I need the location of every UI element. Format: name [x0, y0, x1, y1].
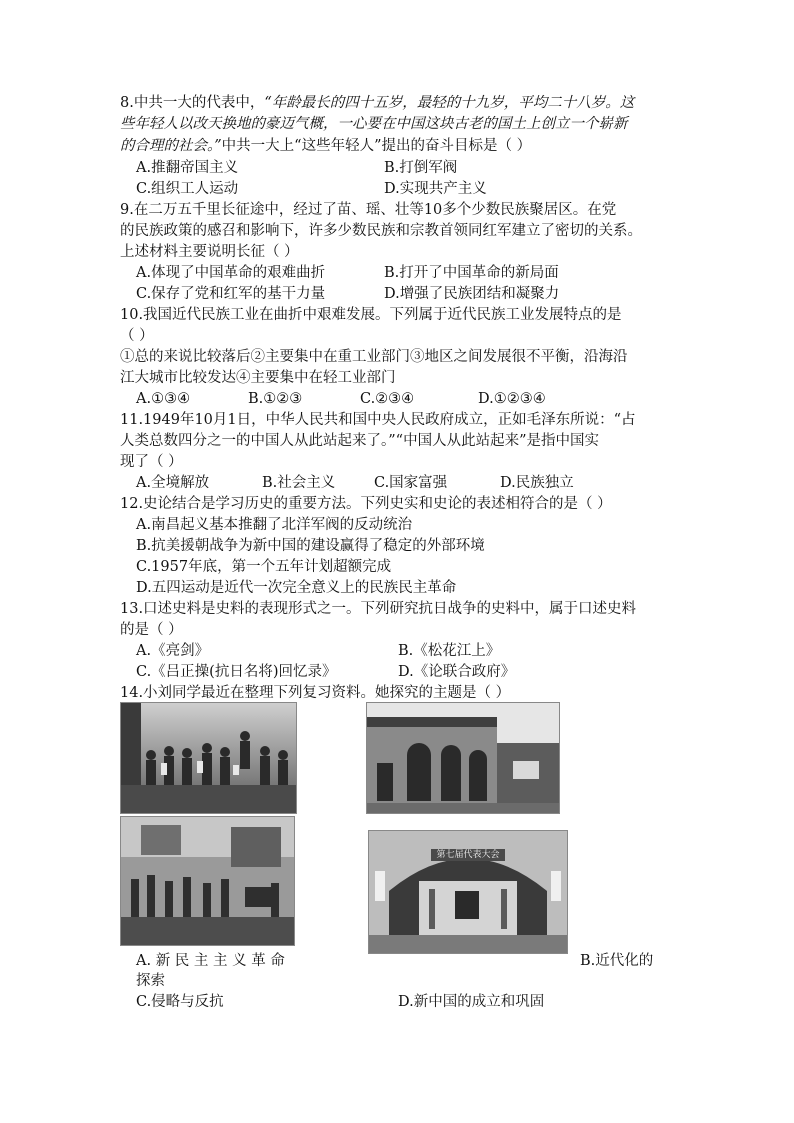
q10-line-4: 江大城市比较发达④主要集中在轻工业部门 — [120, 370, 396, 386]
q10-line-2: （ ） — [120, 328, 154, 344]
q9-line-3: 上述材料主要说明长征（ ） — [120, 244, 299, 260]
q8-option-b[interactable]: B.打倒军阀 — [384, 160, 458, 176]
q13-line-1: 13.口述史料是史料的表现形式之一。下列研究抗日战争的史料中，属于口述史料 — [120, 601, 637, 617]
q8-line-1 — [120, 93, 634, 113]
q14-option-d[interactable]: D.新中国的成立和巩固 — [398, 994, 545, 1010]
q8-quote-1: “年龄最长的四十五岁，最轻的十九岁，平均二十八岁。这 — [264, 95, 635, 111]
q9-option-c[interactable]: C.保存了党和红军的基干力量 — [136, 286, 326, 302]
q8-option-c[interactable]: C.组织工人运动 — [136, 181, 239, 197]
q10-option-b[interactable]: B.①②③ — [248, 391, 303, 407]
stage-banner-text: 第七届代表大会 — [431, 849, 505, 861]
q9-line-1: 9.在二万五千里长征途中，经过了苗、瑶、壮等10多个少数民族聚居区。在党 — [120, 202, 617, 218]
q10-line-1: 10.我国近代民族工业在曲折中艰难发展。下列属于近代民族工业发展特点的是 — [120, 307, 622, 323]
q11-option-b[interactable]: B.社会主义 — [262, 475, 336, 491]
q10-option-a[interactable]: A.①③④ — [136, 391, 191, 407]
q12-option-a[interactable]: A.南昌起义基本推翻了北洋军阀的反动统治 — [136, 517, 413, 533]
q10-option-d[interactable]: D.①②③④ — [478, 391, 546, 407]
q14-line-1: 14.小刘同学最近在整理下列复习资料。她探究的主题是（ ） — [120, 685, 511, 701]
q10-line-3: ①总的来说比较落后②主要集中在重工业部门③地区之间发展很不平衡，沿海沿 — [120, 349, 628, 365]
q11-option-a[interactable]: A.全境解放 — [136, 475, 210, 491]
q12-option-c[interactable]: C.1957年底，第一个五年计划超额完成 — [136, 559, 392, 575]
q14-option-b-continued: 探索 — [136, 973, 165, 989]
q14-option-b[interactable]: B.近代化的 — [580, 953, 654, 969]
q11-option-d[interactable]: D.民族独立 — [500, 475, 574, 491]
q12-line-1: 12.史论结合是学习历史的重要方法。下列史实和史论的表述相符合的是（ ） — [120, 496, 612, 512]
q10-option-c[interactable]: C.②③④ — [360, 391, 415, 407]
q8-quote-3: 的合理的社会。” — [120, 138, 222, 154]
q13-line-2: 的是（ ） — [120, 622, 183, 638]
q12-option-b[interactable]: B.抗美援朝战争为新中国的建设赢得了稳定的外部环境 — [136, 538, 485, 554]
q11-line-3: 现了（ ） — [120, 454, 183, 470]
q9-option-a[interactable]: A.体现了中国革命的艰难曲折 — [136, 265, 326, 281]
q14-option-c[interactable]: C.侵略与反抗 — [136, 994, 224, 1010]
assembly-stage-photo — [368, 830, 568, 954]
q9-line-2: 的民族政策的感召和影响下，许多少数民族和宗教首领同红军建立了密切的关系。 — [120, 223, 642, 239]
q11-option-c[interactable]: C.国家富强 — [374, 475, 448, 491]
q11-line-1: 11.1949年10月1日，中华人民共和国中央人民政府成立，正如毛泽东所说：“占 — [120, 412, 636, 428]
crowd-photo — [120, 702, 297, 814]
soldiers-photo — [120, 816, 295, 946]
q14-option-a[interactable]: A. 新 民 主 主 义 革 命 — [136, 953, 285, 969]
q9-option-d[interactable]: D.增强了民族团结和凝聚力 — [384, 286, 560, 302]
q11-line-2: 人类总数四分之一的中国人从此站起来了。”“中国人从此站起来”是指中国实 — [120, 433, 599, 449]
q8-option-d[interactable]: D.实现共产主义 — [384, 181, 487, 197]
q8-line-3 — [120, 136, 531, 156]
q8-prefix: 8.中共一大的代表中， — [120, 95, 265, 111]
q8-option-a[interactable]: A.推翻帝国主义 — [136, 160, 239, 176]
q13-option-a[interactable]: A.《亮剑》 — [136, 643, 210, 659]
q9-option-b[interactable]: B.打开了中国革命的新局面 — [384, 265, 559, 281]
q13-option-c[interactable]: C.《吕正操(抗日名将)回忆录》 — [136, 664, 337, 680]
q12-option-d[interactable]: D.五四运动是近代一次完全意义上的民族民主革命 — [136, 580, 457, 596]
q13-option-b[interactable]: B.《松花江上》 — [398, 643, 501, 659]
q8-line-2: 些年轻人以改天换地的豪迈气概，一心要在中国这块古老的国土上创立一个崭新 — [120, 116, 628, 132]
q13-option-d[interactable]: D.《论联合政府》 — [398, 664, 516, 680]
building-photo — [366, 702, 560, 814]
q8-stem-end: 中共一大上“这些年轻人”提出的奋斗目标是（ ） — [221, 138, 532, 154]
